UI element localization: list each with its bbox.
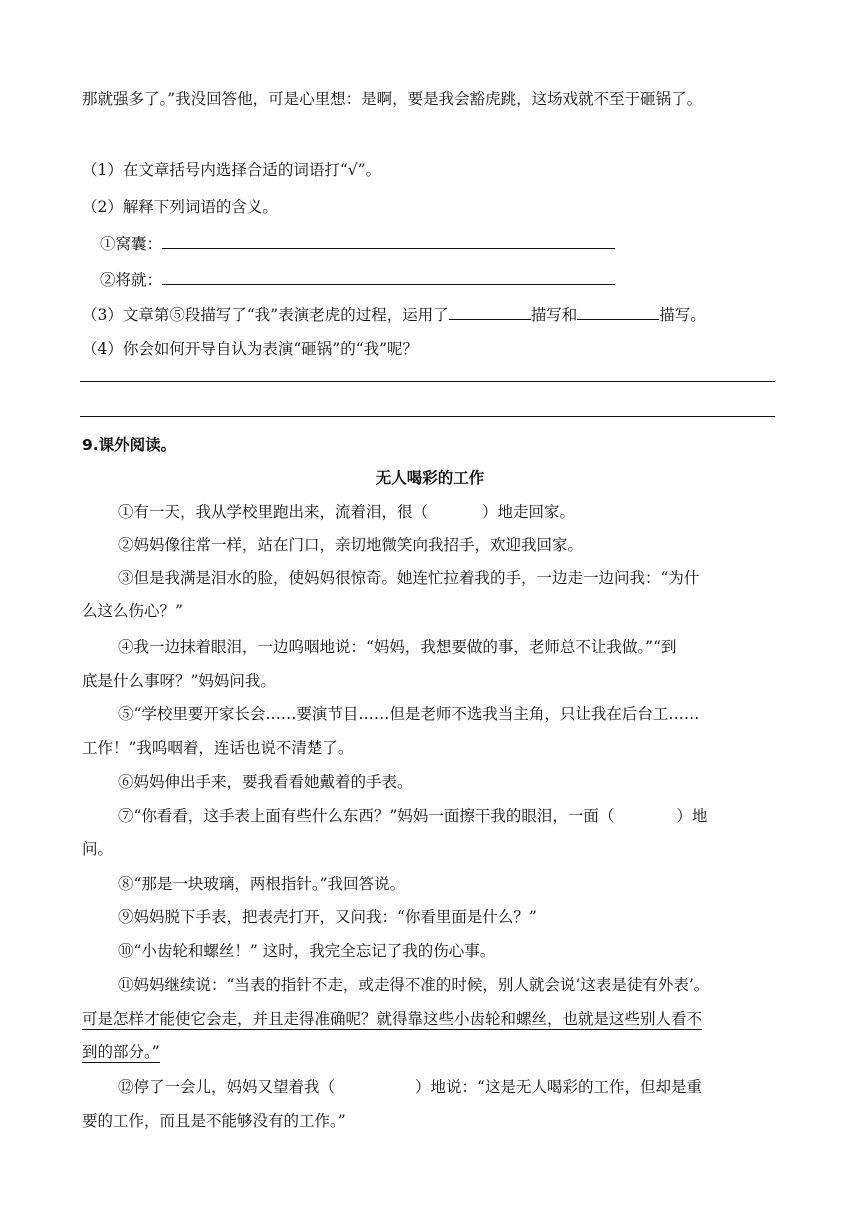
passage-title: 无人喝彩的工作 — [375, 469, 485, 487]
paragraph-7-line-2: 问。 — [82, 840, 114, 858]
question-2a — [100, 232, 615, 255]
paragraph-11-line-1: ⑪妈妈继续说：“当表的指针不走，或走得不准的时候，别人就会说‘这表是徒有外表’。 — [118, 976, 710, 994]
q3-prefix: （3）文章第⑤段描写了“我”表演老虎的过程，运用了 — [82, 306, 449, 324]
q2a-answer-blank[interactable] — [162, 232, 615, 249]
question-2: （2）解释下列词语的含义。 — [82, 198, 278, 216]
p7-text-b: ）地 — [676, 807, 708, 825]
paragraph-10: ⑩“小齿轮和螺丝！” 这时，我完全忘记了我的伤心事。 — [118, 942, 496, 960]
paragraph-4-line-2: 底是什么事呀？”妈妈问我。 — [82, 672, 276, 690]
q2a-label: ①窝囊： — [100, 235, 163, 253]
paragraph-3-line-1: ③但是我满是泪水的脸，使妈妈很惊奇。她连忙拉着我的手，一边走一边问我：“为什 — [118, 569, 700, 587]
paragraph-12-line-1 — [118, 1076, 702, 1098]
paragraph-3-line-2: 么这么伤心？” — [82, 602, 183, 620]
p1-text-b: ）地走回家。 — [482, 503, 576, 521]
paragraph-11-line-3 — [82, 1041, 160, 1063]
paragraph-1 — [118, 501, 575, 523]
story-continuation: 那就强多了。”我没回答他，可是心里想：是啊，要是我会豁虎跳，这场戏就不至于砸锅了。 — [82, 90, 703, 108]
q2b-label: ②将就： — [100, 271, 163, 289]
q3-blank-2[interactable] — [577, 303, 659, 320]
p12-text-b: ）地说：“这是无人喝彩的工作，但却是重 — [415, 1078, 702, 1096]
paragraph-5-line-1: ⑤“学校里要开家长会……要演节目……但是老师不选我当主角，只让我在后台工…… — [118, 705, 700, 723]
q3-blank-1[interactable] — [449, 303, 531, 320]
paragraph-12-line-2: 要的工作，而且是不能够没有的工作。” — [82, 1112, 346, 1130]
question-4: （4）你会如何开导自认为表演“砸锅”的“我”呢？ — [82, 340, 419, 358]
p7-text-a: ⑦“你看看，这手表上面有些什么东西？”妈妈一面擦干我的眼泪，一面（ — [118, 807, 615, 825]
question-3 — [82, 303, 706, 326]
paragraph-8: ⑧“那是一块玻璃，两根指针。”我回答说。 — [118, 875, 406, 893]
q4-answer-line-2[interactable] — [80, 416, 775, 417]
p1-text-a: ①有一天，我从学校里跑出来，流着泪，很（ — [118, 503, 429, 521]
paragraph-4-line-1: ④我一边抹着眼泪，一边呜咽地说：“妈妈，我想要做的事，老师总不让我做。”“到 — [118, 638, 677, 656]
underlined-sentence-part-2: 到的部分。” — [82, 1043, 160, 1061]
q4-answer-line-1[interactable] — [80, 381, 775, 382]
underlined-sentence-part-1: 可是怎样才能使它会走，并且走得准确呢？就得靠这些小齿轮和螺丝，也就是这些别人看不 — [82, 1010, 703, 1028]
q2b-answer-blank[interactable] — [162, 268, 615, 285]
q3-mid: 描写和 — [530, 306, 578, 324]
paragraph-6: ⑥妈妈伸出手来，要我看看她戴着的手表。 — [118, 773, 413, 791]
paragraph-2: ②妈妈像往常一样，站在门口，亲切地微笑向我招手，欢迎我回家。 — [118, 536, 584, 554]
section-9-heading: 9.课外阅读。 — [82, 436, 177, 454]
question-1: （1）在文章括号内选择合适的词语打“√”。 — [82, 161, 382, 179]
paragraph-9: ⑨妈妈脱下手表，把表壳打开，又问我：“你看里面是什么？” — [118, 908, 537, 926]
q3-suffix: 描写。 — [659, 306, 706, 324]
question-2b — [100, 268, 615, 291]
paragraph-11-line-2 — [82, 1008, 702, 1030]
paragraph-7-line-1 — [118, 805, 707, 827]
paragraph-5-line-2: 工作！”我呜咽着，连话也说不清楚了。 — [82, 739, 354, 757]
p12-text-a: ⑫停了一会儿，妈妈又望着我（ — [118, 1078, 336, 1096]
